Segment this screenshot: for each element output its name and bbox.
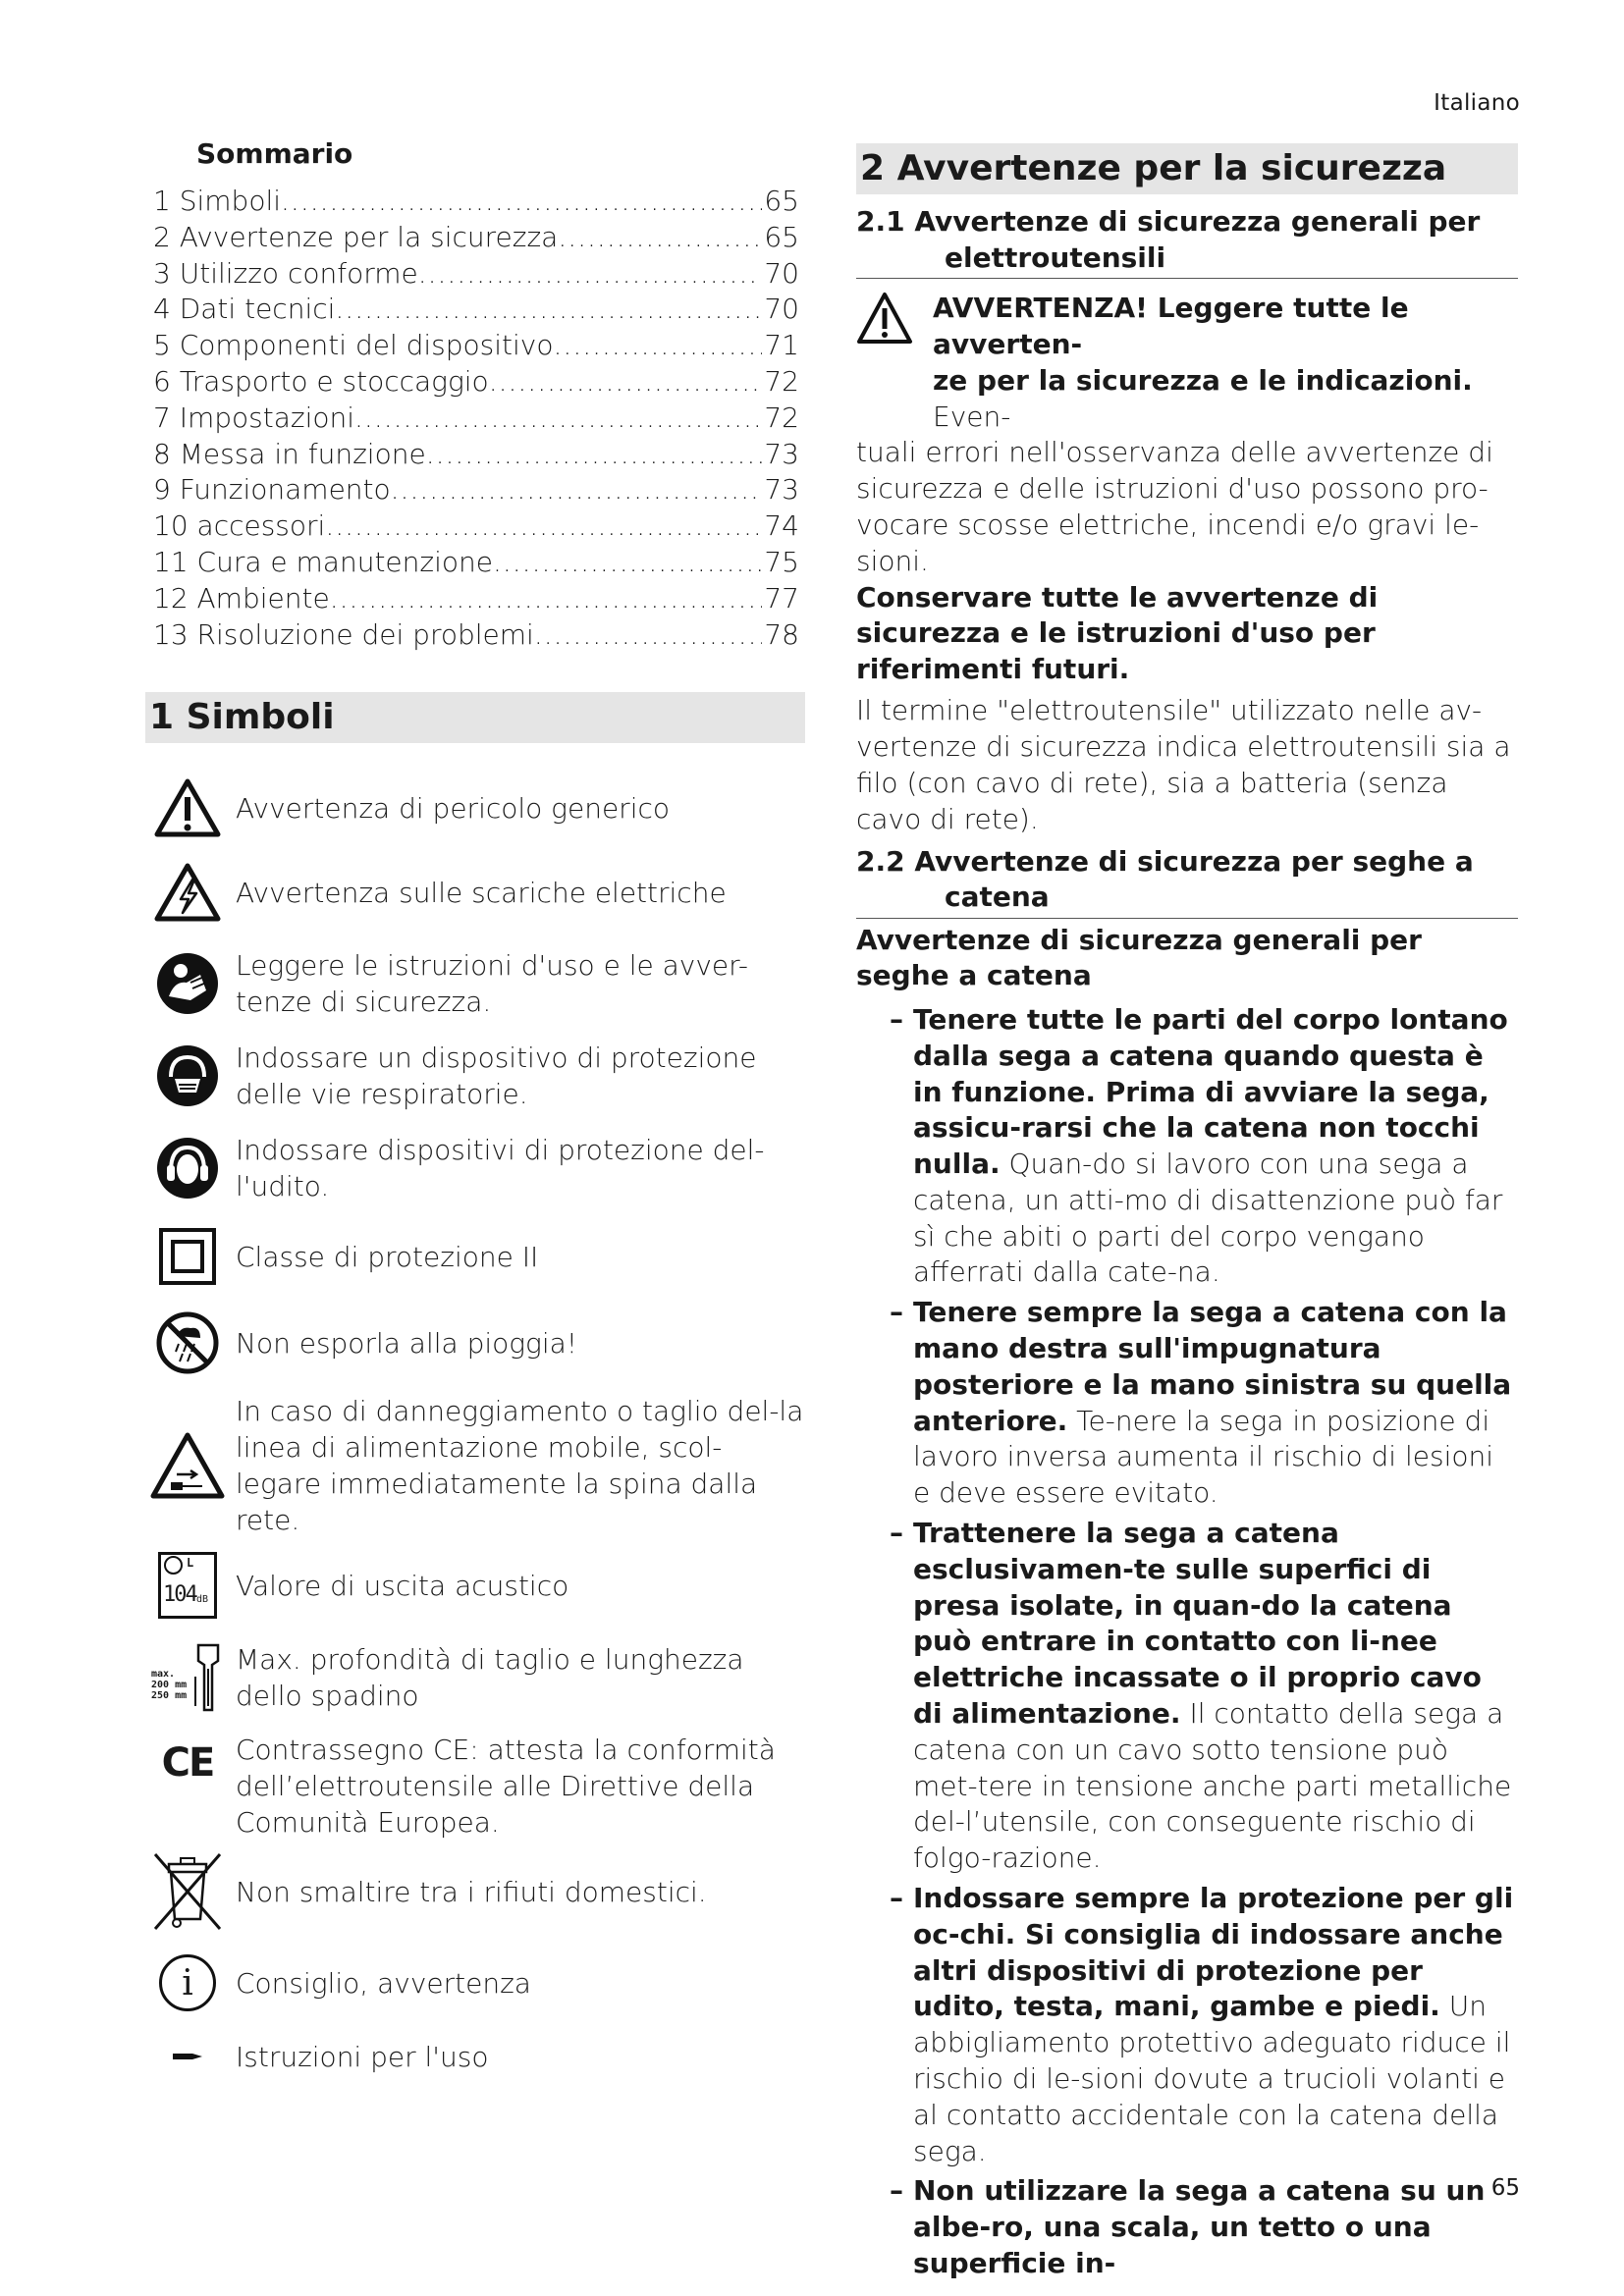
toc-item-page: 74 [764, 509, 799, 543]
toc-item-label: 11 Cura e manutenzione [153, 545, 493, 578]
warning-bold-line: ze per la sicurezza e le indicazioni. [933, 363, 1473, 397]
toc-item-label: 7 Impostazioni [153, 400, 355, 434]
toc-item[interactable] [145, 328, 799, 364]
toc-item-label: 5 Componenti del dispositivo [153, 329, 554, 362]
symbol-row [145, 1030, 805, 1122]
toc-item-label: 2 Avvertenze per la sicurezza [153, 220, 559, 253]
sound-level-icon [145, 1552, 230, 1619]
toc-item-page: 78 [764, 617, 799, 651]
toc-item-page: 70 [764, 293, 799, 326]
depth-badge-line1: 200 mm [151, 1680, 188, 1691]
toc-item[interactable] [145, 472, 799, 508]
toc-item[interactable] [145, 220, 799, 256]
toc-item-label: 13 Risoluzione dei problemi [153, 617, 534, 651]
symbol-description: Non smaltire tra i rifiuti domestici. [236, 1875, 707, 1908]
toc-item-page: 73 [764, 437, 799, 470]
symbol-row [145, 769, 805, 847]
symbol-description: Max. profondità di taglio e lunghezza dello spadino [236, 1643, 744, 1713]
ce-mark-icon [145, 1729, 230, 1786]
sound-badge-value: 104 [163, 1582, 196, 1608]
bullet-bold-text: Tenere sempre la sega a catena con la mano destra sull'impugnatura posteriore e la mano sinistra su quella anteriore. [913, 1296, 1512, 1437]
bullet-text: Un abbigliamento protettivo adeguato riduce il rischio di le-sioni dovute a trucioli volanti e al contatto accidentale con la catena della sega. [913, 1990, 1511, 2167]
symbol-row [145, 937, 805, 1030]
toc-item-page: 72 [764, 400, 799, 434]
toc-item[interactable] [145, 508, 799, 545]
warning-text: tuali errori nell'osservanza delle avvertenze di sicurezza e delle istruzioni d'uso possono pro-vocare scosse elettriche, incendi e/o gravi le-sioni. [856, 436, 1493, 577]
depth-badge-max: max. [151, 1669, 176, 1681]
toc-item[interactable] [145, 364, 799, 400]
bullet-text: Il contatto della sega a catena con un cavo sotto tensione può met-tere in tensione anche parti metalliche del-l’utensile, con conseguente rischio di folgo-razione. [913, 1697, 1512, 1875]
symbol-description: Valore di uscita acustico [236, 1569, 569, 1602]
safety-bullet: – Tenere tutte le parti del corpo lontano dalla sega a catena quando questa è in funzione. Prima di avviare la sega, assicu-rarsi che la catena non tocchi nulla. Quan-do si lavoro con una sega a catena, un atti-mo di disattenzione può far sì che abiti o parti del corpo vengano afferrati dalla cate-na. [890, 1002, 1508, 1289]
info-icon [145, 1954, 230, 2011]
safety-bullet: – Tenere sempre la sega a catena con la mano destra sull'impugnatura posteriore e la mano sinistra su quella anteriore. Te-nere la sega in posizione di lavoro inversa aumenta il rischio di lesioni e deve essere evitato. [890, 1296, 1512, 1510]
symbol-row [145, 1842, 805, 1941]
bullet-bold-text: Tenere tutte le parti del corpo lontano dalla sega a catena quando questa è in funzione. Prima di avviare la sega, assicu-rarsi che la catena non tocchi nulla. [913, 1002, 1508, 1181]
symbol-description: Avvertenza di pericolo generico [236, 791, 670, 825]
symbol-list [145, 769, 805, 2088]
symbol-row [145, 1122, 805, 1214]
bullet-bold-text: Trattenere la sega a catena esclusivamen-te sulle superfici di presa isolate, in quan-do la catena può entrare in contatto con li-nee elettriche incassate o il proprio cavo di alimentazione. [913, 1517, 1482, 1731]
warning-bold-line: AVVERTENZA! Leggere tutte le avverten- [933, 292, 1409, 360]
symbol-row [145, 1544, 805, 1627]
warning-triangle-icon [145, 777, 230, 838]
toc-item-label: 12 Ambiente [153, 581, 330, 614]
section-heading-symbols: 1 Simboli [145, 692, 805, 743]
toc-item-label: 8 Messa in funzione [153, 437, 426, 470]
symbol-description: Classe di protezione II [236, 1240, 539, 1273]
subsection-title-line: Avvertenze di sicurezza per seghe a [914, 844, 1474, 878]
instruction-arrow-icon [145, 2050, 230, 2063]
safety-bullet: – Non utilizzare la sega a catena su un albe-ro, una scala, un tetto o una superficie in- [890, 2174, 1486, 2279]
sound-badge-unit: dB [196, 1594, 209, 1606]
toc-item[interactable] [145, 400, 799, 437]
toc-item-page: 70 [764, 256, 799, 290]
toc-item-page: 75 [764, 545, 799, 578]
electric-shock-warning-icon [145, 862, 230, 923]
depth-badge-line2: 250 mm [151, 1690, 188, 1702]
toc-item[interactable] [145, 581, 799, 617]
symbol-row [145, 1941, 805, 2025]
symbol-row [145, 1299, 805, 1387]
subsection-number: 2.1 [856, 205, 905, 238]
toc-title: Sommario [196, 137, 353, 170]
keep-instructions-text: Conservare tutte le avvertenze di sicurezza e le istruzioni d'uso per riferimenti futuri. [856, 580, 1379, 685]
bullet-bold-text: Indossare sempre la protezione per gli oc-chi. Si consiglia di indossare anche altri dispositivi di protezione per udito, testa, mani, gambe e piedi. [913, 1882, 1514, 2023]
ce-mark-text: CE [161, 1740, 214, 1787]
symbol-description: Indossare dispositivi di protezione del-l'udito. [236, 1134, 765, 1203]
symbol-description: Consiglio, avvertenza [236, 1966, 531, 2000]
page-number: 65 [1490, 2175, 1520, 2201]
toc-item-label: 10 accessori [153, 509, 326, 543]
subsection-title-line: Avvertenze di sicurezza generali per [914, 205, 1481, 238]
toc-item-page: 77 [764, 581, 799, 614]
toc-item-page: 65 [764, 220, 799, 253]
left-column [145, 137, 805, 2088]
cutting-depth-icon [145, 1643, 230, 1712]
symbol-row [145, 1729, 805, 1842]
toc-item-page: 71 [764, 329, 799, 362]
toc-item[interactable] [145, 256, 799, 293]
bullet-text: Te-nere la sega in posizione di lavoro inversa aumenta il rischio di lesioni e deve essere evitato. [913, 1404, 1494, 1510]
toc-item-page: 72 [764, 364, 799, 398]
section-heading-safety: 2 Avvertenze per la sicurezza [856, 143, 1518, 194]
safety-bullet: – Trattenere la sega a catena esclusivamen-te sulle superfici di presa isolate, in quan-do la catena può entrare in contatto con li-nee elettriche incassate o il proprio cavo di alimentazione. Il contatto della sega a catena con un cavo sotto tensione può met-tere in tensione anche parti metalliche del-l’utensile, con conseguente rischio di folgo-razione. [890, 1517, 1512, 1875]
symbol-description: Istruzioni per l'uso [236, 2040, 489, 2073]
toc-item[interactable] [145, 617, 799, 654]
weee-crossed-bin-icon [145, 1850, 230, 1933]
warning-triangle-icon [856, 291, 913, 349]
sound-badge-label: L [187, 1556, 194, 1571]
symbol-row [145, 1214, 805, 1299]
bullet-text: Quan-do si lavoro con una sega a catena, un atti-mo di disattenzione può far sì che abiti o parti del corpo vengano afferrati dalla cate-na. [913, 1148, 1503, 1289]
toc-item-label: 1 Simboli [153, 185, 282, 217]
no-rain-icon [145, 1310, 230, 1375]
hearing-protection-icon [145, 1136, 230, 1201]
respiratory-protection-icon [145, 1043, 230, 1108]
symbol-description: Non esporla alla pioggia! [236, 1326, 578, 1360]
symbol-description: Leggere le istruzioni d'uso e le avver-tenze di sicurezza. [236, 949, 748, 1019]
toc-item-page: 65 [764, 185, 799, 217]
bullet-bold-text: Non utilizzare la sega a catena su un albe-ro, una scala, un tetto o una superficie in- [913, 2174, 1486, 2279]
symbol-row [145, 847, 805, 937]
symbol-row [145, 2025, 805, 2088]
right-column [856, 143, 1518, 2282]
table-of-contents [145, 184, 805, 653]
subsection-number: 2.2 [856, 844, 905, 878]
symbol-row [145, 1387, 805, 1544]
toc-item[interactable] [145, 545, 799, 581]
symbol-row [145, 1627, 805, 1729]
safety-bullet: – Indossare sempre la protezione per gli oc-chi. Si consiglia di indossare anche altri dispositivi di protezione per udito, testa, mani, gambe e piedi. Un abbigliamento protettivo adeguato riduce il rischio di le-sioni dovute a trucioli volanti e al contatto accidentale con la catena della sega. [890, 1882, 1514, 2167]
symbol-description: Avvertenza sulle scariche elettriche [236, 876, 727, 909]
toc-item[interactable] [145, 292, 799, 328]
chainsaw-general-heading: Avvertenze di sicurezza generali per seghe a catena [856, 923, 1422, 992]
term-definition-text: Il termine "elettroutensile" utilizzato nelle av-vertenze di sicurezza indica elettroutensili sia a filo (con cavo di rete), sia a batteria (senza cavo di rete). [856, 694, 1511, 835]
toc-item-label: 4 Dati tecnici [153, 293, 336, 326]
subsection-title-line: catena [945, 881, 1050, 914]
toc-item-page: 73 [764, 473, 799, 507]
symbol-description: Contrassegno CE: attesta la conformità dell’elettroutensile alle Direttive della Comunità Europea. [236, 1733, 776, 1839]
toc-item-label: 3 Utilizzo conforme [153, 256, 418, 290]
symbol-description: Indossare un dispositivo di protezione delle vie respiratorie. [236, 1041, 757, 1111]
warning-text: Even- [933, 400, 1011, 433]
header-language: Italiano [1434, 90, 1520, 116]
subsection-heading-2-1 [856, 204, 1518, 279]
info-icon-glyph: i [159, 1954, 216, 2011]
protection-class-ii-icon [145, 1226, 230, 1287]
toc-item[interactable] [145, 437, 799, 473]
toc-item-label: 6 Trasporto e stoccaggio [153, 364, 489, 398]
symbol-description: In caso di danneggiamento o taglio del-la linea di alimentazione mobile, scol-legare immediatamente la spina dalla rete. [236, 1395, 804, 1537]
unplug-warning-icon [145, 1431, 230, 1500]
toc-item-label: 9 Funzionamento [153, 473, 391, 507]
toc-item[interactable] [145, 184, 799, 220]
general-warning-block [856, 291, 1518, 579]
subsection-title-line: elettroutensili [945, 240, 1166, 274]
read-manual-icon [145, 951, 230, 1016]
subsection-heading-2-2 [856, 844, 1518, 919]
